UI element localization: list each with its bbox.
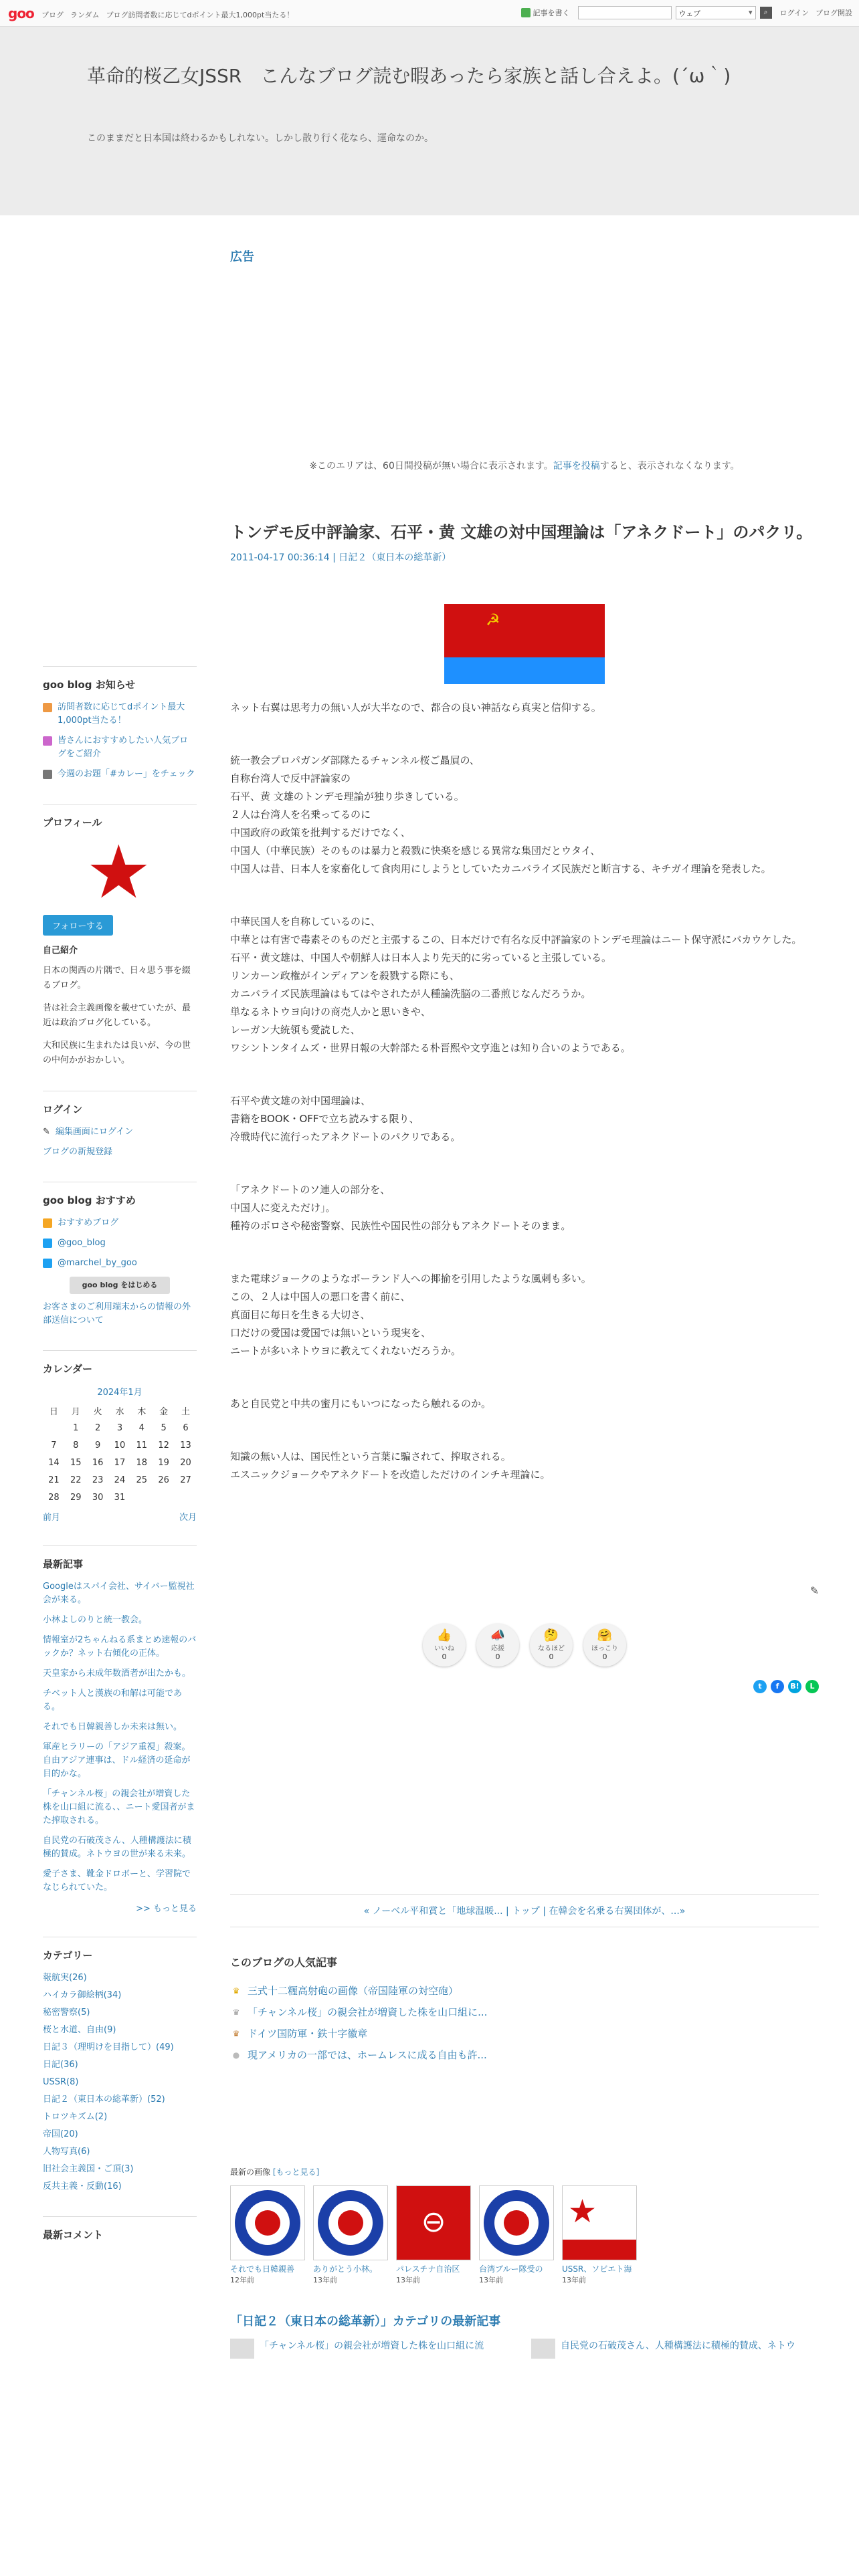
dot-icon: ● bbox=[232, 2050, 240, 2060]
top-link[interactable]: トップ bbox=[512, 1906, 540, 1917]
image-year: 13年前 bbox=[562, 2276, 586, 2284]
category-list bbox=[43, 1971, 197, 2193]
megaphone-icon: 📣 bbox=[490, 1628, 506, 1642]
category-link[interactable]: USSR(8) bbox=[43, 2077, 79, 2087]
calendar-day: 13 bbox=[180, 1440, 191, 1451]
calendar-day bbox=[130, 1489, 153, 1506]
calendar-day bbox=[175, 1489, 197, 1506]
next-month-link[interactable]: 次月 bbox=[179, 1513, 197, 1523]
post-line: エスニックジョークやアネクドートを改造しただけのインチキ理論に。 bbox=[230, 1469, 551, 1481]
signup-link[interactable]: ブログ開設 bbox=[816, 9, 852, 17]
recent-post-link[interactable]: それでも日韓親善しか未来は無い。 bbox=[43, 1722, 183, 1732]
recent-images-label: 最新の画像 bbox=[230, 2167, 271, 2177]
thumbnail bbox=[531, 2339, 555, 2359]
nav-campaign[interactable]: ブログ訪問者数に応じてdポイント最大1,000pt当たる！ bbox=[106, 11, 294, 19]
recent-post-link[interactable]: 「チャンネル桜」の親会社が増資した株を山口組に流る、、ニート愛国者がまた搾取される。 bbox=[43, 1789, 195, 1826]
list-item bbox=[43, 1146, 197, 1159]
calendar-day: 10 bbox=[114, 1440, 126, 1451]
calendar-table bbox=[43, 1402, 197, 1506]
next-post-link[interactable]: 在韓会を名乗る右翼団体が、...» bbox=[549, 1906, 686, 1917]
calendar-day: 17 bbox=[114, 1457, 126, 1468]
post-line: 中華民国人を自称しているのに、 bbox=[230, 916, 381, 928]
post-line: 真面目に毎日を生きる大切さ、 bbox=[230, 1309, 371, 1321]
avatar[interactable] bbox=[86, 829, 153, 915]
recent-title: 最新記事 bbox=[43, 1545, 197, 1571]
weekday-label: 日 bbox=[49, 1406, 58, 1417]
post-line: また電球ジョークのようなポーランド人への揶揄を引用したような風刺も多い。 bbox=[230, 1273, 591, 1285]
thumbnail: ⊖ bbox=[396, 2185, 471, 2260]
list-item bbox=[43, 2006, 197, 2020]
calendar-day: 25 bbox=[136, 1475, 148, 1485]
list-item bbox=[43, 1580, 197, 1607]
reaction-buttons bbox=[230, 1624, 819, 1667]
calendar-day: 12 bbox=[158, 1440, 169, 1451]
post-paragraph bbox=[230, 1395, 819, 1413]
calendar-day bbox=[153, 1489, 175, 1506]
calendar-day: 1 bbox=[73, 1422, 79, 1433]
twitter-icon[interactable]: t bbox=[753, 1680, 767, 1693]
popular-link[interactable]: 三式十二糎高射砲の画像（帝国陸軍の対空砲） bbox=[248, 1985, 459, 1997]
reaction-indeed[interactable] bbox=[530, 1624, 573, 1667]
list-item bbox=[43, 701, 197, 728]
post-line: ニートが多いネトウヨに教えてくれないだろうか。 bbox=[230, 1345, 462, 1357]
reco-title: goo blog おすすめ bbox=[43, 1182, 197, 1207]
category-link[interactable]: トロツキズム(2) bbox=[43, 2112, 108, 2122]
post-paragraph bbox=[230, 752, 819, 878]
list-item bbox=[43, 2111, 197, 2124]
image-year: 13年前 bbox=[479, 2276, 503, 2284]
list-item bbox=[43, 1216, 197, 1230]
intro-text: 日本の関西の片隅で、日々思う事を綴るブログ。 bbox=[43, 966, 191, 990]
global-nav-bar bbox=[0, 0, 859, 27]
post-line: この、２人は中国人の悪口を書く前に、 bbox=[230, 1291, 411, 1303]
notice-title: goo blog お知らせ bbox=[43, 666, 197, 691]
ad-note bbox=[230, 459, 819, 472]
post-line: 石平や黄文雄の対中国理論は、 bbox=[230, 1095, 371, 1107]
follow-button[interactable]: フォローする bbox=[43, 915, 113, 936]
calendar-day: 3 bbox=[116, 1422, 123, 1433]
post-article-link[interactable]: 記事を投稿 bbox=[553, 461, 600, 471]
list-item bbox=[43, 1125, 197, 1139]
popular-link[interactable]: 「チャンネル桜」の親会社が増資した株を山口組に... bbox=[248, 2006, 488, 2018]
post-line: カニバライズ民族理論はもてはやされたが人種論洗脳の二番煎じなんだろうか。 bbox=[230, 988, 591, 1000]
list-item bbox=[43, 2145, 197, 2159]
calendar-day: 21 bbox=[48, 1475, 60, 1485]
list-item bbox=[230, 1980, 819, 2002]
crown-icon: ♛ bbox=[232, 2029, 240, 2038]
recent-image-item[interactable] bbox=[230, 2185, 305, 2285]
reaction-label: いいね bbox=[434, 1645, 454, 1652]
calendar-day: 26 bbox=[158, 1475, 169, 1485]
nav-random[interactable]: ランダム bbox=[70, 11, 100, 19]
post-line: 単なるネトウヨ向けの商売人かと思いきや、 bbox=[230, 1006, 431, 1018]
reaction-like[interactable] bbox=[423, 1624, 466, 1667]
crown-icon bbox=[43, 1218, 52, 1228]
image-caption: ありがとう小林。 bbox=[313, 2264, 378, 2274]
post-paragraph bbox=[230, 1092, 819, 1146]
prev-post-link[interactable]: « ノーベル平和賞と「地球温暖... bbox=[363, 1906, 503, 1917]
blog-description: このままだと日本国は終わるかもしれない。しかし散り行く花なら、運命なのか。 bbox=[87, 133, 434, 144]
image-caption: パレスチナ自治区 bbox=[396, 2264, 460, 2274]
thumbnail bbox=[313, 2185, 388, 2260]
post-line: ネット右翼は思考力の無い人が大半なので、都合の良い神話なら真実と信仰する。 bbox=[230, 702, 601, 714]
weekday-label: 土 bbox=[181, 1406, 191, 1417]
nav-blog[interactable]: ブログ bbox=[41, 11, 64, 19]
campaign-icon bbox=[43, 703, 52, 712]
list-item bbox=[43, 1614, 197, 1627]
blog-title[interactable]: 革命的桜乙女JSSR こんなブログ読む暇あったら家族と話し合えよ。(´ω｀) bbox=[87, 65, 731, 87]
post-meta[interactable]: 2011-04-17 00:36:14 | 日記２（東日本の総革新） bbox=[230, 552, 452, 563]
crown-icon: ♛ bbox=[232, 1986, 240, 1996]
crown-icon: ♛ bbox=[232, 2008, 240, 2017]
calendar-day: 27 bbox=[180, 1475, 191, 1485]
goo-logo[interactable]: goo bbox=[8, 5, 34, 21]
reaction-label: 応援 bbox=[491, 1645, 504, 1652]
calendar-day: 28 bbox=[48, 1492, 60, 1503]
list-item bbox=[43, 1989, 197, 2002]
ad-note-text: ※このエリアは、60日間投稿が無い場合に表示されます。 bbox=[309, 461, 553, 471]
calendar-day: 8 bbox=[73, 1440, 79, 1451]
weekday-label: 月 bbox=[71, 1406, 80, 1417]
list-item bbox=[43, 2058, 197, 2072]
edit-login-link[interactable]: 編集画面にログイン bbox=[55, 1127, 134, 1137]
post-pager: « ノーベル平和賞と「地球温暖... | トップ | 在韓会を名乗る右翼団体が、...» bbox=[230, 1894, 819, 1927]
recent-post-link[interactable]: チベット人と漢族の和解は可能である。 bbox=[43, 1689, 183, 1712]
calendar-day: 2 bbox=[94, 1422, 101, 1433]
calendar-day: 30 bbox=[92, 1492, 104, 1503]
list-item bbox=[43, 2163, 197, 2176]
list-item bbox=[43, 1971, 197, 1985]
twitter-link[interactable]: @marchel_by_goo bbox=[58, 1258, 137, 1268]
popular-link[interactable]: ドイツ国防軍・鉄十字徽章 bbox=[248, 2028, 368, 2040]
calendar-day: 4 bbox=[138, 1422, 145, 1433]
post-line: 「アネクドートのソ連人の部分を、 bbox=[230, 1184, 391, 1196]
register-link[interactable]: ブログの新規登録 bbox=[43, 1147, 113, 1157]
post-line: 種袴のポロさや秘密警察、民族性や国民性の部分もアネクドートそのまま。 bbox=[230, 1220, 571, 1232]
calendar-day: 11 bbox=[136, 1440, 148, 1451]
category-link[interactable]: 帝国(20) bbox=[43, 2129, 78, 2139]
top-right-tools bbox=[521, 6, 852, 19]
blog-header bbox=[0, 27, 859, 215]
search-scope-select[interactable]: ウェブ ▾ bbox=[676, 6, 756, 19]
category-latest-title[interactable]: 「日記２（東日本の総革新）」カテゴリの最新記事 bbox=[230, 2315, 501, 2329]
list-item bbox=[43, 1667, 197, 1681]
post-body bbox=[230, 699, 819, 1484]
post-title[interactable]: トンデモ反中評論家、石平・黄 文雄の対中国理論は「アネクドート」のパクリ。 bbox=[230, 523, 813, 542]
post-paragraph bbox=[230, 913, 819, 1057]
category-link[interactable]: 報航実(26) bbox=[43, 1973, 87, 1983]
post-line: 石平・黄文雄は、中国人や朝鮮人は日本人より先天的に劣っていると主張している。 bbox=[230, 952, 612, 964]
hammer-sickle-icon: ☭ bbox=[486, 611, 500, 629]
list-item bbox=[43, 2180, 197, 2193]
pencil-icon bbox=[521, 8, 531, 17]
calendar-day: 9 bbox=[94, 1440, 101, 1451]
popular-list bbox=[230, 1980, 819, 2066]
recent-post-link[interactable]: 愛子さま、靴金ドロボーと、学習院でなじられていた。 bbox=[43, 1869, 191, 1893]
list-item bbox=[230, 2023, 819, 2044]
list-item bbox=[43, 2076, 197, 2089]
recent-image-item[interactable] bbox=[396, 2185, 471, 2285]
category-latest-link[interactable]: 自民党の石破茂さん、人種構護法に積極的賛成、ネトウ bbox=[561, 2341, 795, 2351]
calendar-day: 19 bbox=[158, 1457, 169, 1468]
profile-intro bbox=[43, 944, 197, 1068]
twitter-icon bbox=[43, 1239, 52, 1248]
top-nav bbox=[41, 9, 294, 20]
calendar-day: 7 bbox=[51, 1440, 57, 1451]
hatena-icon[interactable]: B! bbox=[788, 1680, 801, 1693]
more-images-link[interactable]: [もっと見る] bbox=[272, 2167, 320, 2177]
list-item bbox=[43, 1834, 197, 1861]
popular-link[interactable]: 現アメリカの一部では、ホームレスに成る自由も許... bbox=[248, 2049, 487, 2061]
list-item bbox=[43, 2041, 197, 2054]
ad-label: 広告 bbox=[230, 250, 254, 264]
thumbnail bbox=[479, 2185, 554, 2260]
post-line: レーガン大統領も愛読した、 bbox=[230, 1024, 361, 1036]
category-link[interactable]: 人物写真(6) bbox=[43, 2147, 90, 2157]
calendar-month[interactable]: 2024年1月 bbox=[97, 1388, 142, 1398]
hug-icon: 🤗 bbox=[597, 1628, 613, 1642]
recent-image-item[interactable] bbox=[313, 2185, 388, 2285]
category-link[interactable]: 日記(36) bbox=[43, 2060, 78, 2070]
reaction-warm[interactable] bbox=[583, 1624, 626, 1667]
sidebar bbox=[43, 666, 197, 2264]
recent-images-head bbox=[230, 2166, 819, 2177]
login-link[interactable]: ログイン bbox=[779, 9, 809, 17]
image-caption: USSR、ソビエト海 bbox=[562, 2264, 632, 2274]
list-item bbox=[43, 1788, 197, 1828]
thinking-icon: 🤔 bbox=[543, 1628, 559, 1642]
soviet-flag-image bbox=[444, 604, 605, 684]
reaction-cheer[interactable] bbox=[476, 1624, 519, 1667]
reaction-count: 0 bbox=[495, 1652, 500, 1661]
post-line: 中国人に変えただけ」。 bbox=[230, 1202, 336, 1214]
calendar-day: 20 bbox=[180, 1457, 191, 1468]
category-latest-item[interactable] bbox=[230, 2339, 518, 2359]
post-paragraph bbox=[230, 1448, 819, 1484]
reaction-count: 0 bbox=[602, 1652, 607, 1661]
list-item bbox=[43, 2024, 197, 2037]
profile-title: プロフィール bbox=[43, 804, 197, 829]
calendar-day: 31 bbox=[114, 1492, 126, 1503]
weekday-label: 火 bbox=[93, 1406, 102, 1417]
reaction-count: 0 bbox=[442, 1652, 447, 1661]
list-item bbox=[43, 768, 197, 781]
ad-note-text-end: すると、表示されなくなります。 bbox=[599, 461, 740, 471]
post-line: 石平、黄 文雄のトンデモ理論が独り歩きしている。 bbox=[230, 790, 464, 802]
category-link[interactable]: 旧社会主義国・ご頂(3) bbox=[43, 2164, 134, 2174]
list-item bbox=[43, 1868, 197, 1895]
calendar-day: 6 bbox=[183, 1422, 189, 1433]
prev-month-link[interactable]: 前月 bbox=[43, 1513, 61, 1523]
list-item bbox=[230, 2002, 819, 2023]
notice-link[interactable]: 皆さんにおすすめしたい人気ブログをご紹介 bbox=[58, 736, 189, 759]
recent-images bbox=[230, 2166, 819, 2285]
recent-post-link[interactable]: 自民党の石破茂さん、人種構護法に積極的賛成。ネトウヨの世が来る未来。 bbox=[43, 1836, 191, 1859]
post-line: 統一教会プロパガンダ部隊たるチャンネル桜ご贔屓の、 bbox=[230, 754, 480, 766]
login-title: ログイン bbox=[43, 1091, 197, 1116]
post-line: 書籍をBOOK・OFFで立ち読みする限り、 bbox=[230, 1113, 419, 1125]
search-button[interactable]: ⌕ bbox=[760, 7, 772, 19]
calendar-day: 15 bbox=[70, 1457, 82, 1468]
category-link[interactable]: 日記３（理明けを目指して）(49) bbox=[43, 2042, 174, 2052]
category-link[interactable]: ハイカラ御絵柄(34) bbox=[43, 1990, 122, 2000]
category-link[interactable]: 桜と水道、自由(9) bbox=[43, 2025, 116, 2035]
latest-comments-title: 最新コメント bbox=[43, 2216, 197, 2242]
thumbs-up-icon: 👍 bbox=[436, 1628, 452, 1642]
list-item bbox=[43, 2093, 197, 2107]
write-article-link[interactable] bbox=[521, 7, 570, 18]
intro-text: 大和民族に生まれたは良いが、今の世の中何かがおかしい。 bbox=[43, 1041, 191, 1065]
notice-link[interactable]: 訪問者数に応じてdポイント最大1,000pt当たる！ bbox=[58, 702, 185, 726]
reco-link[interactable]: おすすめブログ bbox=[58, 1218, 119, 1228]
post-line: 中国人（中華民族）そのものは暴力と殺戮に快楽を感じる異常な集団だとウタイ、 bbox=[230, 845, 601, 857]
list-item bbox=[230, 2044, 819, 2066]
line-icon[interactable]: L bbox=[805, 1680, 819, 1693]
calendar-day bbox=[43, 1419, 65, 1436]
popular-title: このブログの人気記事 bbox=[230, 1956, 338, 1969]
twitter-link[interactable]: @goo_blog bbox=[58, 1238, 106, 1248]
post-line: 自称台湾人で反中評論家の bbox=[230, 772, 351, 784]
calendar-day: 16 bbox=[92, 1457, 104, 1468]
category-link[interactable]: 反共主義・反動(16) bbox=[43, 2181, 122, 2191]
calendar-day: 22 bbox=[70, 1475, 82, 1485]
recent-post-link[interactable]: 情報室が2ちゃんねる系まとめ速報のバックか？ネット右傾化の正体。 bbox=[43, 1635, 197, 1658]
post-line: 中国政府の政策を批判するだけでなく、 bbox=[230, 827, 411, 839]
intro-text: 昔は社会主義画像を載せていたが、最近は政治ブログ化している。 bbox=[43, 1003, 191, 1028]
reaction-label: なるほど bbox=[538, 1645, 565, 1652]
post-line: ワシントンタイムズ・世界日報の大幹部たる朴晋熙や文亨進とは知り合いのようである。 bbox=[230, 1042, 631, 1054]
post-paragraph bbox=[230, 1181, 819, 1235]
thumbnail bbox=[230, 2339, 254, 2359]
thumbnail bbox=[230, 2185, 305, 2260]
calendar-day: 23 bbox=[92, 1475, 104, 1485]
category-latest-item[interactable] bbox=[531, 2339, 819, 2359]
blog-icon bbox=[43, 736, 52, 746]
reaction-count: 0 bbox=[549, 1652, 554, 1661]
share-buttons bbox=[230, 1680, 819, 1693]
recent-post-link[interactable]: 小林よしのりと統一教会。 bbox=[43, 1615, 148, 1625]
list-item bbox=[43, 734, 197, 761]
post-line: 口だけの愛国は愛国では無いという現実を、 bbox=[230, 1327, 432, 1339]
weekday-label: 水 bbox=[115, 1406, 124, 1417]
recent-post-link[interactable]: Googleはスパイ会社、サイバー監視社会が来る。 bbox=[43, 1582, 195, 1605]
post-line: 中国人は昔、日本人を家畜化して食肉用にしようとしていたカニバライズ民族だと断言する、キチガイ理論を発表した。 bbox=[230, 863, 771, 875]
image-year: 13年前 bbox=[313, 2276, 337, 2284]
post-paragraph bbox=[230, 1270, 819, 1360]
recent-image-item[interactable] bbox=[562, 2185, 637, 2285]
external-info-link[interactable]: お客さまのご利用端末からの情報の外部送信について bbox=[43, 1302, 191, 1325]
post-line: 知識の無い人は、国民性という言葉に騙されて、搾取される。 bbox=[230, 1451, 511, 1463]
weekday-label: 金 bbox=[159, 1406, 169, 1417]
calendar-day: 5 bbox=[161, 1422, 167, 1433]
calendar-day: 24 bbox=[114, 1475, 126, 1485]
list-item bbox=[43, 1634, 197, 1660]
post-line: ２人は台湾人を名乗ってるのに bbox=[230, 809, 371, 821]
category-link[interactable]: 日記２（東日本の総革新）(52) bbox=[43, 2095, 165, 2105]
calendar-title: カレンダー bbox=[43, 1350, 197, 1376]
post-line: 中華とは有害で毒素そのものだと主張するこの、日本だけで有名な反中評論家のトンデモ理論はニート保守派にバカウケした。 bbox=[230, 934, 802, 946]
image-caption: 台湾ブルー隊受の bbox=[479, 2264, 543, 2274]
list-item bbox=[43, 1721, 197, 1734]
thumbnail: ★ bbox=[562, 2185, 637, 2260]
post-paragraph bbox=[230, 699, 819, 717]
category-latest-link[interactable]: 「チャンネル桜」の親会社が増資した株を山口組に流 bbox=[260, 2341, 484, 2351]
search-input[interactable] bbox=[578, 6, 672, 19]
reaction-label: ほっこり bbox=[591, 1645, 618, 1652]
theme-icon bbox=[43, 770, 52, 779]
red-star-icon: ★ bbox=[86, 829, 152, 915]
list-item bbox=[43, 1687, 197, 1714]
list-item bbox=[43, 1237, 197, 1250]
list-item bbox=[43, 2128, 197, 2141]
more-link[interactable]: >> もっと見る bbox=[136, 1904, 197, 1914]
list-item bbox=[43, 1257, 197, 1270]
post-line: 冷戦時代に流行ったアネクドートのパクリである。 bbox=[230, 1131, 461, 1143]
main-column bbox=[230, 247, 819, 2359]
image-caption: それでも日韓親善 bbox=[230, 2264, 295, 2274]
category-link[interactable]: 秘密警察(5) bbox=[43, 2008, 90, 2018]
twitter-icon bbox=[43, 1259, 52, 1268]
calendar-day: 14 bbox=[48, 1457, 60, 1468]
start-blog-button[interactable]: goo blog をはじめる bbox=[70, 1277, 170, 1294]
notice-link[interactable]: 今週のお題「#カレー」をチェック bbox=[58, 769, 195, 779]
calendar-day: 18 bbox=[136, 1457, 148, 1468]
pencil-icon: ✎ bbox=[43, 1127, 50, 1137]
facebook-icon[interactable]: f bbox=[771, 1680, 784, 1693]
intro-label: 自己紹介 bbox=[43, 946, 78, 956]
recent-list bbox=[43, 1580, 197, 1895]
recent-post-link[interactable]: 軍産ヒラリーの「アジア重視」殺案。自由アジア連事は、ドル経済の延命が目的かな。 bbox=[43, 1742, 191, 1779]
category-title: カテゴリー bbox=[43, 1937, 197, 1962]
edit-pen-icon[interactable]: ✎ bbox=[809, 1584, 819, 1597]
image-year: 12年前 bbox=[230, 2276, 254, 2284]
weekday-label: 木 bbox=[137, 1406, 147, 1417]
post-line: リンカーン政権がインディアンを殺戮する際にも、 bbox=[230, 970, 460, 982]
post-line: あと自民党と中共の蜜月にもいつになったら触れるのか。 bbox=[230, 1398, 492, 1410]
image-year: 13年前 bbox=[396, 2276, 420, 2284]
recent-image-item[interactable] bbox=[479, 2185, 554, 2285]
recent-post-link[interactable]: 天皇家から未成年数酒者が出たかも。 bbox=[43, 1669, 191, 1679]
list-item bbox=[43, 1741, 197, 1781]
write-label: 記事を書く bbox=[533, 9, 570, 17]
calendar-day: 29 bbox=[70, 1492, 82, 1503]
